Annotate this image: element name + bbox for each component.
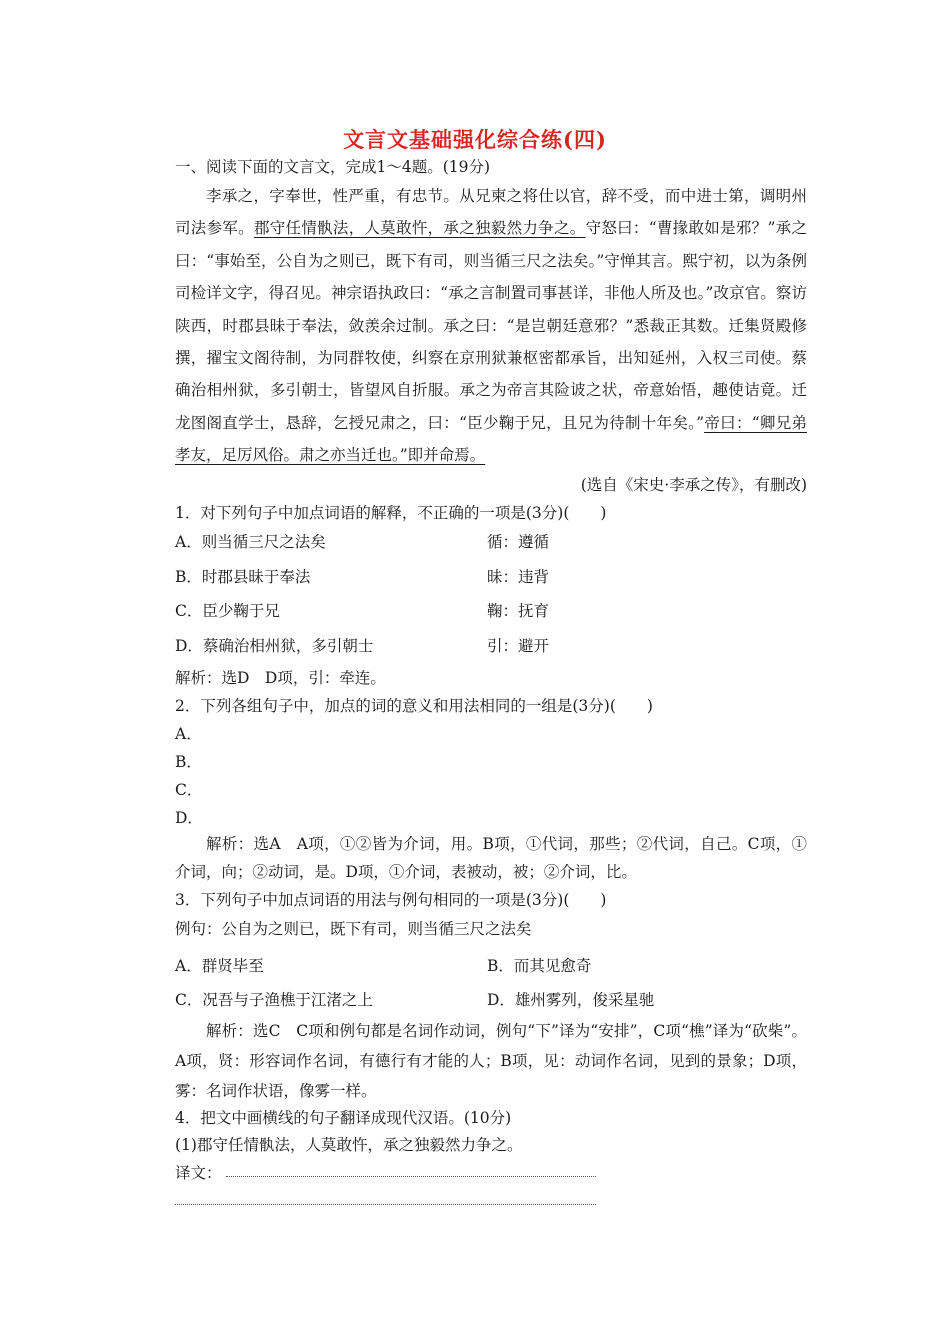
q1-analysis: 解析：选D D项，引：牵连。 — [175, 669, 386, 687]
passage — [175, 180, 807, 472]
q1-option-b-gloss: 昧：违背 — [487, 568, 550, 586]
underlined-sentence-1: 郡守任情骫法，人莫敢忤，承之独毅然力争之。 — [253, 219, 586, 238]
q2-option-a: A． — [175, 725, 202, 743]
q3-example: 例句：公自为之则已，既下有司，则当循三尺之法矣 — [175, 920, 532, 938]
q1-option-c: C．臣少鞠于兄 — [175, 602, 280, 620]
page-title: 文言文基础强化综合练(四) — [343, 127, 607, 152]
q2-stem: 2．下列各组句子中，加点的词的意义和用法相同的一组是(3分)( ) — [175, 697, 653, 715]
q2-analysis: 解析：选A A项，①②皆为介词，用。B项，①代词，那些；②代词，自己。C项，①介词，向；②动词，是。D项，①介词，表被动，被；②介词，比。 — [175, 835, 807, 881]
section-heading: 一、阅读下面的文言文，完成1～4题。(19分) — [175, 158, 491, 176]
q3-option-c: C．况吾与子渔樵于江渚之上 — [175, 991, 373, 1009]
q1-stem: 1．对下列句子中加点词语的解释，不正确的一项是(3分)( ) — [175, 504, 607, 522]
q2-analysis-block — [175, 830, 807, 886]
q3-option-b: B．而其见愈奇 — [487, 957, 592, 975]
q3-option-d: D．雄州雾列，俊采星驰 — [487, 991, 655, 1009]
q1-option-a: A．则当循三尺之法矣 — [175, 533, 326, 551]
q4-sub1: (1)郡守任情骫法，人莫敢忤，承之独毅然力争之。 — [175, 1136, 523, 1154]
q3-option-a: A．群贤毕至 — [175, 957, 264, 975]
q1-option-d: D．蔡确治相州狱，多引朝士 — [175, 637, 374, 655]
q2-option-c: C． — [175, 781, 203, 799]
q2-option-b: B． — [175, 753, 202, 771]
q3-analysis: 解析：选C C项和例句都是名词作动词，例句“下”译为“安排”，C项“樵”译为“砍柴”。A项，贤：形容词作名词，有德行有才能的人；B项，见：动词作名词，见到的景象；D项，雾：名词作状语，像雾一样。 — [175, 1022, 807, 1100]
q1-option-a-gloss: 循：遵循 — [487, 533, 550, 551]
source-citation: (选自《宋史·李承之传》，有删改) — [580, 476, 807, 494]
q1-option-c-gloss: 鞠：抚育 — [487, 602, 550, 620]
q4-stem: 4．把文中画横线的句子翻译成现代汉语。(10分) — [175, 1109, 512, 1127]
passage-text: 李承之，字奉世，性严重，有忠节。从兄柬之将仕以官，辞不受，而中进士第，调明州司法参军。 — [175, 187, 807, 238]
answer-line[interactable] — [175, 1204, 596, 1205]
q1-option-d-gloss: 引：避开 — [487, 637, 550, 655]
passage-text-continued: 守怒曰：“曹掾敢如是邪？”承之曰：“事始至，公自为之则已，既下有司，则当循三尺之法矣。”守惮其言。熙宁初，以为条例司检详文字，得召见。神宗语执政曰：“承之言制置司事甚详，非他人所及也。”改京官。察访陕西，时郡县昧于奉法，敛羡余过制。承之曰：“是岂朝廷意邪？”悉裁正其数。迁集贤殿修撰，擢宝文阁待制，为同群牧使，纠察在京刑狱兼枢密都承旨，出知延州，入权三司使。蔡确治相州狱，多引朝士，皆望风自折服。承之为帝言其险诐之状，帝意始悟，趣使诘竟。迁龙图阁直学士，恳辞，乞授兄肃之，曰：“臣少鞠于兄，且兄为待制十年矣。” — [175, 219, 807, 432]
answer-label: 译文： — [175, 1164, 222, 1182]
underlined-sentence-2: 帝曰：“卿兄弟孝友，足厉风俗。肃之亦当迁也。”即并命焉。 — [175, 413, 807, 465]
q3-stem: 3．下列句子中加点词语的用法与例句相同的一项是(3分)( ) — [175, 891, 607, 909]
answer-line[interactable] — [226, 1176, 596, 1177]
q3-analysis-block — [175, 1016, 807, 1106]
q1-option-b: B．时郡县昧于奉法 — [175, 568, 311, 586]
q2-option-d: D． — [175, 809, 203, 827]
